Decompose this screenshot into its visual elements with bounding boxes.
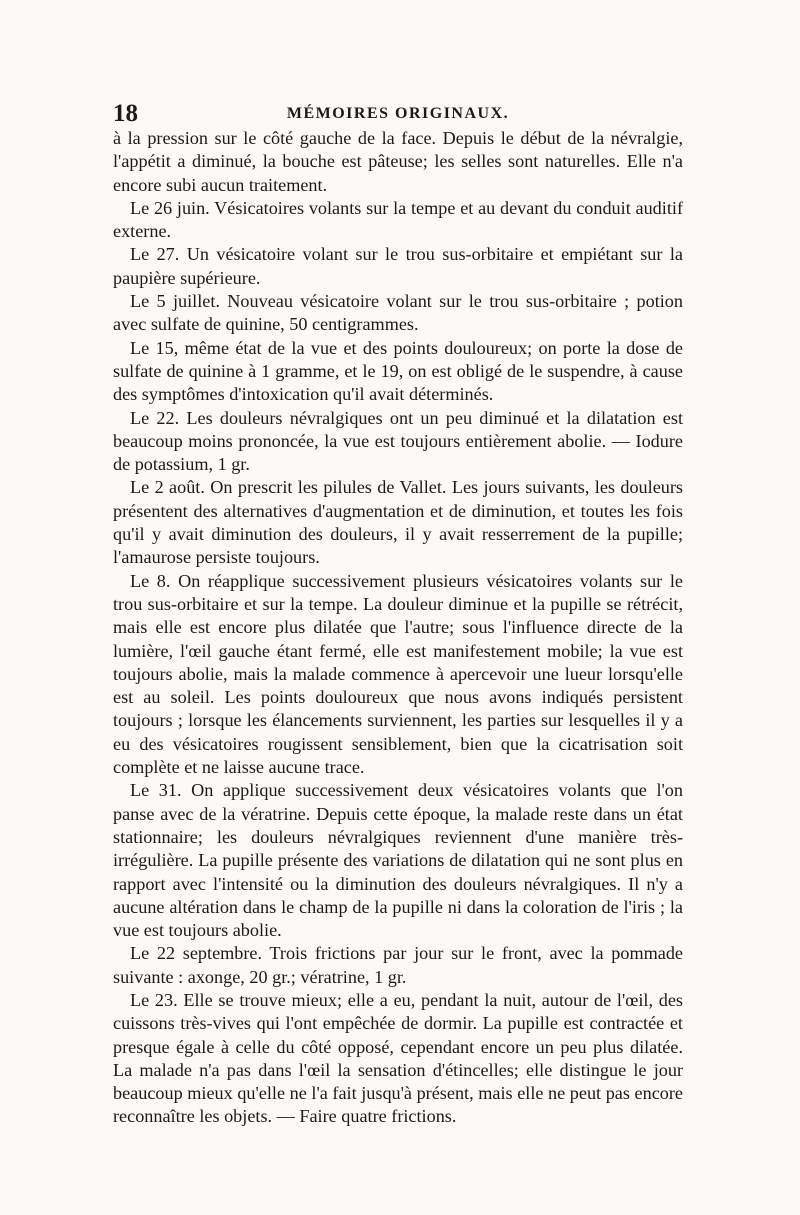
paragraph-15: Le 15, même état de la vue et des points douloureux; on porte la dose de sulfate de quinine à 1 gramme, et le 19, on est obligé de le suspendre, à cause des symptômes d'intoxication qu'il avait déterminés. [113, 337, 683, 405]
paragraph-continuation: à la pression sur le côté gauche de la face. Depuis le début de la névralgie, l'appétit a diminué, la bouche est pâteuse; les selles sont naturelles. Elle n'a encore subi aucun traitement. [113, 128, 683, 195]
paragraph-26-juin: Le 26 juin. Vésicatoires volants sur la tempe et au devant du conduit auditif externe. [113, 197, 683, 242]
paragraph-22-septembre: Le 22 septembre. Trois frictions par jour sur le front, avec la pommade suivante : axonge, 20 gr.; vératrine, 1 gr. [113, 943, 683, 987]
running-title: MÉMOIRES ORIGINAUX. [286, 105, 510, 122]
paragraph-27: Le 27. Un vésicatoire volant sur le trou sus-orbitaire et empiétant sur la paupière supérieure. [113, 244, 683, 288]
body-text [113, 127, 683, 1129]
paragraph-23: Le 23. Elle se trouve mieux; elle a eu, pendant la nuit, autour de l'œil, des cuissons très-vives qui l'ont empêchée de dormir. La pupille est contractée et presque égale à celle du côté opposé, cependant encore un peu plus dilatée. La malade n'a pas dans l'œil la sensation d'étincelles; elle distingue le jour beaucoup mieux qu'elle ne l'a fait jusqu'à présent, mais elle ne peut pas encore reconnaître les objets. — Faire quatre frictions. [113, 989, 683, 1127]
paragraph-2-aout: Le 2 août. On prescrit les pilules de Vallet. Les jours suivants, les douleurs présentent des alternatives d'augmentation et de diminution, et toutes les fois qu'il y avait diminution des douleurs, il y avait resserrement de la pupille; l'amaurose persiste toujours. [113, 477, 683, 568]
paragraph-5-juillet: Le 5 juillet. Nouveau vésicatoire volant sur le trou sus-orbitaire ; potion avec sulfate de quinine, 50 centigrammes. [113, 291, 683, 335]
page-header [113, 98, 683, 130]
page-number: 18 [113, 100, 138, 127]
paragraph-22: Le 22. Les douleurs névralgiques ont un peu diminué et la dilatation est beaucoup moins prononcée, la vue est toujours entièrement abolie. — Iodure de potassium, 1 gr. [113, 407, 683, 475]
paragraph-31: Le 31. On applique successivement deux vésicatoires volants que l'on panse avec de la vératrine. Depuis cette époque, la malade reste dans un état stationnaire; les douleurs névralgiques reviennent d'une manière très-irrégulière. La pupille présente des variations de dilatation qui ne sont plus en rapport avec l'intensité ou la diminution des douleurs névralgiques. Il n'y a aucune altération dans le champ de la pupille ni dans la coloration de l'iris ; la vue est toujours abolie. [113, 780, 683, 941]
paragraph-8: Le 8. On réapplique successivement plusieurs vésicatoires volants sur le trou sus-orbitaire et sur la tempe. La douleur diminue et la pupille se rétrécit, mais elle est encore plus dilatée que l'autre; sous l'influence directe de la lumière, l'œil gauche étant fermé, elle est manifestement mobile; la vue est toujours abolie, mais la malade commence à apercevoir une lueur lorsqu'elle est au soleil. Les points douloureux que nous avons indiqués persistent toujours ; lorsque les élancements surviennent, les parties sur lesquelles il y a eu des vésicatoires rougissent sensiblement, bien que la cicatrisation soit complète et ne laisse aucune trace. [113, 570, 683, 778]
